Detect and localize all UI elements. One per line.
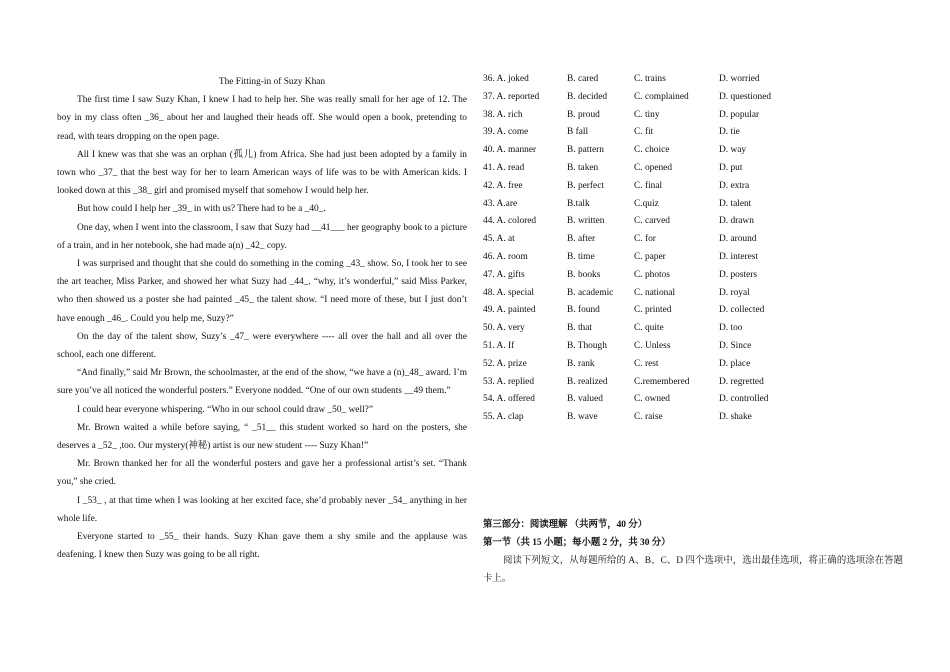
option-row bbox=[483, 285, 903, 303]
option-a: 44. A. colored bbox=[483, 216, 537, 227]
option-a: 36. A. joked bbox=[483, 74, 529, 84]
option-row bbox=[483, 107, 903, 125]
option-b: B. proud bbox=[567, 109, 600, 120]
option-c: C. paper bbox=[634, 251, 666, 262]
passage-paragraph: “And finally,” said Mr Brown, the schoolmaster, at the end of the show, “we have a (n)_48_ award. I’m sure you’ve all noticed the wonderful posters.” Everyone nodded. “One of our own students __49 them.” bbox=[57, 368, 467, 397]
option-b: B. pattern bbox=[567, 145, 604, 156]
option-d: D. questioned bbox=[719, 91, 772, 102]
option-row bbox=[483, 124, 903, 142]
sub-heading: 第一节（共 15 小题；每小题 2 分，共 30 分） bbox=[483, 538, 671, 548]
option-a: 54. A. offered bbox=[483, 394, 535, 405]
instruction-text: 阅读下列短文，从每题所给的 A、B、C、D 四个选项中，选出最佳选项，将正确的选项涂在答题卡上。 bbox=[483, 556, 903, 584]
option-a: 46. A. room bbox=[483, 251, 528, 262]
option-a: 52. A. prize bbox=[483, 358, 527, 369]
passage-paragraph: Mr. Brown waited a while before saying, “ _51__ this student worked so hard on the posters, she deserves a _52_ ,too. Our mystery(神秘) artist is our new student ---- Suzy Khan!” bbox=[57, 422, 467, 452]
option-row bbox=[483, 142, 903, 160]
option-b: B. time bbox=[567, 251, 595, 262]
option-c: C. rest bbox=[634, 358, 659, 369]
option-c: C. national bbox=[634, 287, 676, 298]
option-c: C.quiz bbox=[634, 198, 659, 209]
option-b: B. perfect bbox=[567, 180, 604, 191]
option-b: B.talk bbox=[567, 198, 590, 209]
option-row bbox=[483, 160, 903, 178]
option-row bbox=[483, 374, 903, 392]
option-d: D. shake bbox=[719, 412, 752, 423]
option-c: C. for bbox=[634, 234, 656, 245]
option-c: C. tiny bbox=[634, 109, 660, 120]
option-row bbox=[483, 302, 903, 320]
option-row bbox=[483, 338, 903, 356]
option-d: D. talent bbox=[719, 198, 752, 209]
option-a: 51. A. If bbox=[483, 340, 515, 351]
option-c: C. final bbox=[634, 180, 663, 191]
option-b: B. academic bbox=[567, 287, 614, 298]
option-row bbox=[483, 267, 903, 285]
option-c: C. opened bbox=[634, 162, 673, 173]
option-c: C. printed bbox=[634, 305, 672, 316]
option-row bbox=[483, 320, 903, 338]
option-d: D. posters bbox=[719, 269, 758, 280]
option-a: 39. A. come bbox=[483, 127, 529, 138]
option-d: D. royal bbox=[719, 287, 750, 298]
passage-paragraph: I _53_ , at that time when I was looking at her excited face, she’d probably never _54_ anything in her whole life. bbox=[57, 495, 467, 524]
option-d: D. drawn bbox=[719, 216, 754, 227]
option-c: C. quite bbox=[634, 323, 664, 334]
option-a: 49. A. painted bbox=[483, 305, 536, 316]
option-d: D. controlled bbox=[719, 394, 769, 405]
option-b: B. decided bbox=[567, 91, 608, 102]
option-a: 45. A. at bbox=[483, 234, 515, 245]
option-row bbox=[483, 71, 903, 89]
option-c: C. carved bbox=[634, 216, 670, 227]
option-b: B. books bbox=[567, 269, 601, 280]
passage-paragraph: All I knew was that she was an orphan (孤儿) from Africa. She had just been adopted by a family in town who _37_ that the best way for her to learn American ways of life was to be with American kids. I looked down at this _38_ girl and promised myself that somehow I would help her. bbox=[57, 149, 467, 197]
option-row bbox=[483, 196, 903, 214]
option-b: B. wave bbox=[567, 412, 598, 423]
option-d: D. around bbox=[719, 234, 757, 245]
option-a: 40. A. manner bbox=[483, 145, 537, 156]
part-heading: 第三部分：阅读理解 （共两节，40 分） bbox=[483, 520, 648, 530]
option-d: D. worried bbox=[719, 74, 760, 84]
passage-paragraph: The first time I saw Suzy Khan, I knew I had to help her. She was really small for her age of 12. The boy in my class often _36_ about her and laughed their heads off. She would open a book, pretending to read, with tears dropping on the open page. bbox=[57, 95, 467, 142]
option-c: C. fit bbox=[634, 127, 654, 138]
option-a: 53. A. replied bbox=[483, 376, 535, 387]
option-c: C.remembered bbox=[634, 376, 690, 387]
option-row bbox=[483, 409, 903, 427]
option-d: D. collected bbox=[719, 305, 765, 316]
option-b: B. realized bbox=[567, 376, 608, 387]
passage-paragraph: Mr. Brown thanked her for all the wonderful posters and gave her a professional artist’s set. “Thank you,” she cried. bbox=[57, 459, 467, 488]
option-a: 50. A. very bbox=[483, 323, 525, 334]
option-d: D. put bbox=[719, 162, 743, 173]
option-c: C. photos bbox=[634, 269, 670, 280]
option-row bbox=[483, 356, 903, 374]
option-row bbox=[483, 178, 903, 196]
option-a: 41. A. read bbox=[483, 162, 525, 173]
passage-paragraph: I could hear everyone whispering. “Who in our school could draw _50_ well?” bbox=[77, 404, 373, 415]
option-c: C. choice bbox=[634, 145, 670, 156]
option-c: C. raise bbox=[634, 412, 663, 423]
option-d: D. Since bbox=[719, 340, 752, 351]
option-b: B. rank bbox=[567, 358, 595, 369]
option-d: D. tie bbox=[719, 127, 740, 138]
passage bbox=[57, 73, 467, 564]
passage-paragraph: I was surprised and thought that she could do something in the coming _43_ show. So, I took her to see the art teacher, Miss Parker, and showed her what Suzy had _44_. “why, it’s wonderful,” said Miss Parker, who then showed us a poster she had painted _45_ the talent show. “I need more of these, but I just don’t have enough _46_. Could you help me, Suzy?” bbox=[57, 259, 467, 324]
option-c: C. complained bbox=[634, 91, 689, 102]
option-row bbox=[483, 231, 903, 249]
option-b: B. found bbox=[567, 305, 600, 316]
option-a: 48. A. special bbox=[483, 287, 535, 298]
option-b: B. taken bbox=[567, 162, 599, 173]
option-a: 38. A. rich bbox=[483, 109, 523, 120]
option-row bbox=[483, 89, 903, 107]
passage-paragraph: But how could I help her _39_ in with us? There had to be a _40_. bbox=[77, 204, 326, 215]
passage-paragraph: On the day of the talent show, Suzy’s _47_ were everywhere ---- all over the hall and all over the school, each one different. bbox=[57, 331, 467, 361]
passage-paragraph: One day, when I went into the classroom, I saw that Suzy had __41___ her geography book to a picture of a train, and in her notebook, she had made a(n) _42_ copy. bbox=[57, 222, 467, 251]
option-a: 37. A. reported bbox=[483, 91, 540, 102]
options-table bbox=[483, 71, 903, 427]
option-a: 55. A. clap bbox=[483, 412, 524, 423]
option-b: B. that bbox=[567, 323, 592, 334]
option-a: 42. A. free bbox=[483, 180, 523, 191]
option-b: B. valued bbox=[567, 394, 603, 405]
option-row bbox=[483, 391, 903, 409]
option-b: B. cared bbox=[567, 74, 599, 84]
passage-paragraph: Everyone started to _55_ their hands. Suzy Khan gave them a shy smile and the applause was deafening. I knew then Suzy was going to be all right. bbox=[57, 532, 467, 561]
option-row bbox=[483, 213, 903, 231]
option-d: D. way bbox=[719, 145, 747, 156]
option-c: C. Unless bbox=[634, 340, 671, 351]
reading-section bbox=[483, 516, 903, 588]
option-d: D. regretted bbox=[719, 376, 764, 387]
option-d: D. interest bbox=[719, 251, 759, 262]
option-d: D. too bbox=[719, 323, 743, 334]
option-b: B. after bbox=[567, 234, 596, 245]
option-b: B fall bbox=[567, 127, 589, 138]
option-b: B. Though bbox=[567, 340, 607, 351]
option-d: D. place bbox=[719, 358, 751, 369]
option-a: 47. A. gifts bbox=[483, 269, 525, 280]
option-c: C. owned bbox=[634, 394, 670, 405]
option-b: B. written bbox=[567, 216, 605, 227]
option-a: 43. A.are bbox=[483, 198, 518, 209]
option-d: D. popular bbox=[719, 109, 760, 120]
option-c: C. trains bbox=[634, 74, 666, 84]
option-row bbox=[483, 249, 903, 267]
option-d: D. extra bbox=[719, 180, 750, 191]
passage-title: The Fitting-in of Suzy Khan bbox=[218, 77, 326, 87]
